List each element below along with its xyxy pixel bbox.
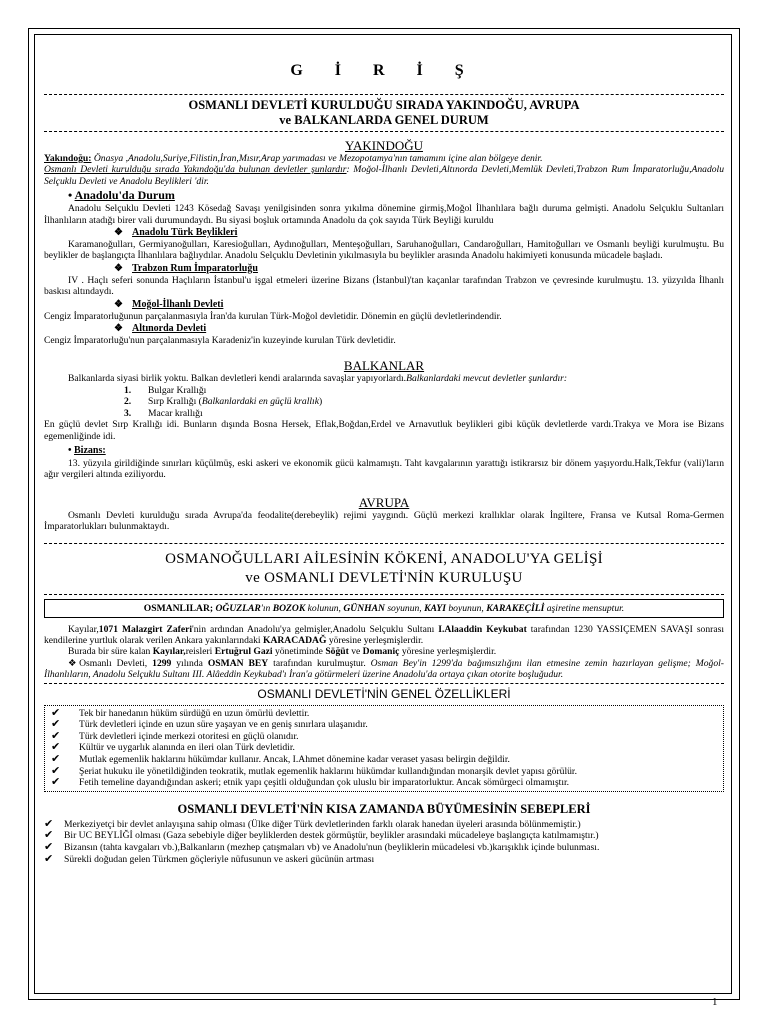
list-text: Sırp Krallığı ( <box>148 396 202 408</box>
origin-text: OĞUZLAR <box>213 602 261 614</box>
page-title: G İ R İ Ş <box>290 62 478 79</box>
list-item <box>51 731 719 743</box>
checkmark-icon: ✔ <box>44 829 54 842</box>
p3-text: tarafından kurulmuştur. <box>268 657 371 669</box>
p2-text: Kayılar, <box>152 646 186 658</box>
p2-text: Domaniç <box>362 646 400 658</box>
altinorda-heading <box>114 323 724 335</box>
trabzon-text: IV . Haçlı seferi sonunda Haçlıların İstanbul'u işgal etmeleri üzerine Bizans (İstanbul)'tan kaçanlar tarafından Trabzon ve çevresinde kurulmuştu. 13. yüzyılda İlhanlı baskısı altındaydı. <box>44 274 724 298</box>
beylikler-heading-text: Anadolu Türk Beylikleri <box>132 227 238 239</box>
yakindogu-label: Yakındoğu: <box>44 153 92 164</box>
p1-text: tarafından 1230 YASSIÇEMEN SAVAŞI sonrası kendilerine yurtluk olarak verilen Ankara yakınlarındaki <box>44 623 725 646</box>
ozellikler-box <box>44 705 724 792</box>
avrupa-text: Osmanlı Devleti kurulduğu sırada Avrupa'da feodalite(derebeylik) rejimi yaygındı. Güçlü merkezi krallıklar olarak İngiltere, Fransa ve Kutsal Roma-Germen İmparatorlukları bulunmaktaydı. <box>44 509 724 533</box>
origin-text: KARAKEÇİLİ <box>486 602 545 614</box>
list-item <box>51 719 719 731</box>
altinorda-heading-text: Altınorda Devleti <box>132 323 207 335</box>
list-text: Şeriat hukuku ile yönetildiğinden teokratik, mutlak egemenlik haklarını hükümdar kullandığından monarşik devlet yapısı görülür. <box>79 765 577 777</box>
p1-text: 'nin ardından Anadolu'ya gelmişler,Anadolu Selçuklu Sultanı <box>192 623 439 635</box>
origin-box <box>44 599 724 618</box>
beylikler-text: Karamanoğulları, Germiyanoğulları, Karesioğulları, Aydınoğulları, Menteşoğulları, Saruhanoğulları, Candaroğulları, Hamitoğulları ve Osmanlı beyliği kurulmuştu. Bu beylikler de başlangıçta İlhanlılara bağlıydılar. Anadolu Selçuklu Devletinin yıkılmasıyla bu beylikler arasında Anadolu hakimiyeti konusunda mücadele başladı. <box>44 239 724 262</box>
checkmark-icon: ✔ <box>51 764 61 777</box>
beylikler-heading <box>114 227 724 239</box>
checkmark-icon: ✔ <box>44 840 54 853</box>
yakindogu-states-text: : Moğol-İlhanlı Devleti,Altınorda Devleti,Memlük Devleti,Trabzon Rum İmparatorluğu,Anadolu Selçuklu Devleti ve Anadolu Beylikleri 'dir. <box>44 164 724 187</box>
sebepler-list <box>44 819 724 865</box>
balkanlar-after-text: En güçlü devlet Sırp Krallığı idi. Bunların dışında Bosna Hersek, Eflak,Boğdan,Erdel ve Arnavutluk beylikleri gibi küçük devletlerde vardı.Trakya ve Mora ise Bizans egemenliğinde idi. <box>44 419 724 442</box>
altinorda-text: Cengiz İmparatorluğu'nun parçalanmasıyla Karadeniz'in kuzeyinde kurulan Türk devletidir. <box>44 335 396 347</box>
origin-text: boyunun, <box>445 602 487 614</box>
divider <box>44 594 724 595</box>
section1-heading-line2: ve BALKANLARDA GENEL DURUM <box>279 113 489 127</box>
yakindogu-heading: YAKINDOĞU <box>345 138 423 153</box>
list-item <box>44 842 724 854</box>
bizans-text: 13. yüzyıla girildiğinde sınırları küçülmüş, eski askeri ve ekonomik gücü kalmamıştı. Taht kavgalarının yarattığı istikrarsız bir dönem yaşıyordu.Halk,Tekfur (vali)'ların ağır vergileri altında eziliyordu. <box>44 457 724 481</box>
list-item <box>44 830 724 842</box>
bizans-heading-text: Bizans: <box>74 444 106 456</box>
section1-heading-line1: OSMANLI DEVLETİ KURULDUĞU SIRADA YAKINDOĞU, AVRUPA <box>188 98 580 112</box>
section2-heading-line1: OSMANOĞULLARI AİLESİNİN KÖKENİ, ANADOLU'YA GELİŞİ <box>165 550 603 567</box>
list-item <box>51 708 719 720</box>
list-number: 1. <box>124 384 132 396</box>
p1-text: I.Alaaddin Keykubat <box>438 623 527 635</box>
list-text: Türk devletleri içinde merkezi otoritesi en güçlü olanıdır. <box>79 730 299 742</box>
mogol-heading-text: Moğol-İlhanlı Devleti <box>132 298 224 310</box>
list-close-paren: ) <box>318 396 323 408</box>
checkmark-icon: ✔ <box>51 729 61 742</box>
checkmark-icon: ✔ <box>51 706 61 719</box>
p3-text: 1299 <box>152 657 172 669</box>
balkanlar-intro-italic: Balkanlardaki mevcut devletler şunlardır: <box>406 373 568 385</box>
list-text: Bizansın (tahta kavgaları vb.),Balkanların (mezhep çatışmaları vb) ve Anadolu'nun (beyliklerin mücadelesi vb.)karışıklık içinde bulunması. <box>64 841 600 853</box>
checkmark-icon: ✔ <box>44 852 54 865</box>
diamond-bullet-icon: ❖ <box>114 298 123 310</box>
p1-text: KARACADAĞ <box>262 634 327 646</box>
checkmark-icon: ✔ <box>51 776 61 789</box>
list-text: Türk devletleri içinde en uzun süre yaşayan ve en geniş sınırlara ulaşanıdır. <box>79 719 368 731</box>
list-text: Merkeziyetçi bir devlet anlayışına sahip olması (Ülke diğer Türk devletlerinden farklı olarak hanedan üyeleri arasında bölünmemiştir.) <box>64 818 581 830</box>
divider <box>44 543 724 544</box>
list-item <box>51 754 719 766</box>
yakindogu-def-text: Önasya ,Anadolu,Suriye,Filistin,İran,Mısır,Arap yarımadası ve Mezopotamya'nın tamamını içine alan bölgeye denir. <box>91 153 543 164</box>
trabzon-heading-text: Trabzon Rum İmparatorluğu <box>132 262 258 274</box>
ozellikler-heading: OSMANLI DEVLETİ'NİN GENEL ÖZELLİKLERİ <box>257 686 511 701</box>
origin-text: GÜNHAN <box>343 602 385 614</box>
list-item <box>51 777 719 789</box>
diamond-bullet-icon: ❖ <box>114 323 123 335</box>
origin-text: BOZOK <box>272 602 306 614</box>
bizans-heading: • Bizans: <box>68 444 106 456</box>
list-item <box>124 408 724 419</box>
divider <box>44 683 724 684</box>
checkmark-icon: ✔ <box>51 752 61 765</box>
p1-text: Kayılar, <box>68 623 99 635</box>
p1-text: yöresine yerleşmişlerdir. <box>326 634 424 646</box>
list-item <box>44 854 724 866</box>
origin-text: 'ın <box>260 602 273 614</box>
list-text: Sürekli doğudan gelen Türkmen göçleriyle nüfusunun ve askeri gücünün artması <box>64 853 375 865</box>
trabzon-heading <box>114 263 724 275</box>
list-number: 3. <box>124 407 132 419</box>
list-text: Mutlak egemenlik haklarını hükümdar kullanır. Ancak, I.Ahmet dönemine kadar veraset yasası belirgin değildir. <box>79 753 510 765</box>
checkmark-icon: ✔ <box>51 718 61 731</box>
p2-text: Söğüt <box>325 646 349 658</box>
yakindogu-states <box>44 164 724 187</box>
list-number: 2. <box>124 396 132 408</box>
diamond-bullet-icon: ❖ <box>114 227 123 239</box>
list-item <box>51 742 719 754</box>
mogol-heading <box>114 299 724 311</box>
origin-text: KAYI <box>424 602 446 614</box>
list-note: Balkanlardaki en güçlü krallık <box>201 396 319 408</box>
section2-heading <box>44 550 724 588</box>
osman-paragraph <box>44 658 724 681</box>
p2-text: reisleri <box>185 646 215 658</box>
p2-text: ve <box>348 646 363 658</box>
list-item <box>124 396 724 407</box>
checkmark-icon: ✔ <box>44 817 54 830</box>
origin-text: aşiretine mensuptur. <box>544 602 625 614</box>
p3-text: ❖Osmanlı Devleti, <box>68 657 153 669</box>
divider <box>44 94 724 95</box>
section2-heading-line2: ve OSMANLI DEVLETİ'NİN KURULUŞU <box>245 569 523 586</box>
checkmark-icon: ✔ <box>51 741 61 754</box>
p2-text: Burada bir süre kalan <box>68 646 153 658</box>
list-text: Tek bir hanedanın hüküm sürdüğü en uzun ömürlü devlettir. <box>79 707 310 719</box>
list-text: Bulgar Krallığı <box>148 384 207 396</box>
anadolu-heading-text: Anadolu'da Durum <box>74 188 175 203</box>
list-item <box>124 385 724 396</box>
page-number: 1 <box>712 996 718 1008</box>
yakindogu-states-label: Osmanlı Devleti kurulduğu sırada Yakındoğu'da bulunan devletler şunlardır <box>44 164 347 176</box>
balkanlar-intro-text: Balkanlarda siyasi birlik yoktu. Balkan devletleri kendi aralarında savaşlar yapıyorlardı. <box>68 373 407 385</box>
anadolu-text: Anadolu Selçuklu Devleti 1243 Kösedağ Savaşı yenilgisinden sonra yıkılma dönemine girmiş,Moğol İlhanlılara bağlı duruma gelmişti. Anadolu Selçuklu Sultanları İlhanlıların atadığı birer vali durumundaydı. Bu siyasi boşluk ortamında Anadolu da çok sayıda Türk Beyliği kuruldu <box>44 203 724 226</box>
p1-text: 1071 Malazgirt Zaferi <box>98 623 193 635</box>
list-text: Bir UC BEYLİĞİ olması (Gaza sebebiyle diğer beyliklerden destek görmüştür, beylikler arasındaki mücadeleye başlangıçta katılmamıştır.) <box>64 830 599 842</box>
p2-text: yöresine yerleşmişlerdir. <box>399 646 497 658</box>
anadolu-heading: • Anadolu'da Durum <box>68 188 175 203</box>
origin-text: soyunun, <box>384 602 425 614</box>
kayilar-paragraph <box>44 624 724 647</box>
sebepler-heading: OSMANLI DEVLETİ'NİN KISA ZAMANDA BÜYÜMESİNİN SEBEPLERİ <box>177 801 591 816</box>
p3-text: OSMAN BEY <box>207 657 269 669</box>
list-text: Fetih temeline dayandığından askeri; etnik yapı çeşitli olduğundan çok uluslu bir imparatorluktur. Ancak sömürgeci olmamıştır. <box>79 777 570 789</box>
origin-text: kolunun, <box>305 602 344 614</box>
diamond-bullet-icon: ❖ <box>114 262 123 274</box>
list-item <box>51 766 719 778</box>
p2-text: Ertuğrul Gazi <box>214 646 273 658</box>
balkan-states-list <box>124 385 724 419</box>
list-item <box>44 819 724 831</box>
p3-text: Osman Bey'in 1299'da bağımsızlığını ilan etmesine zemin hazırlayan gelişme; Moğol-İlhanlıların, Anadolu Selçuklu Sultanı III. Alâeddin Keykubad'ı İran'a götürmeleri üzerine Anadolu'da ortaya çıkan otorite boşluğudur. <box>44 657 724 681</box>
yakindogu-definition <box>44 153 724 164</box>
ertugrul-paragraph <box>44 646 724 657</box>
section1-heading <box>44 98 724 128</box>
list-text: Kültür ve uygarlık alanında en ileri olan Türk devletidir. <box>79 742 295 754</box>
divider <box>44 131 724 132</box>
p3-text: yılında <box>171 657 208 669</box>
balkanlar-heading: BALKANLAR <box>343 358 425 374</box>
mogol-text: Cengiz İmparatorluğunun parçalanmasıyla İran'da kurulan Türk-Moğol devletidir. Dönemin en güçlü devletlerindendir. <box>44 310 502 322</box>
origin-text: OSMANLILAR; <box>143 602 214 614</box>
document-content <box>44 56 724 865</box>
p2-text: yönetiminde <box>272 646 326 658</box>
list-text: Macar krallığı <box>148 407 203 419</box>
balkanlar-intro <box>44 373 724 384</box>
avrupa-heading: AVRUPA <box>358 494 410 510</box>
